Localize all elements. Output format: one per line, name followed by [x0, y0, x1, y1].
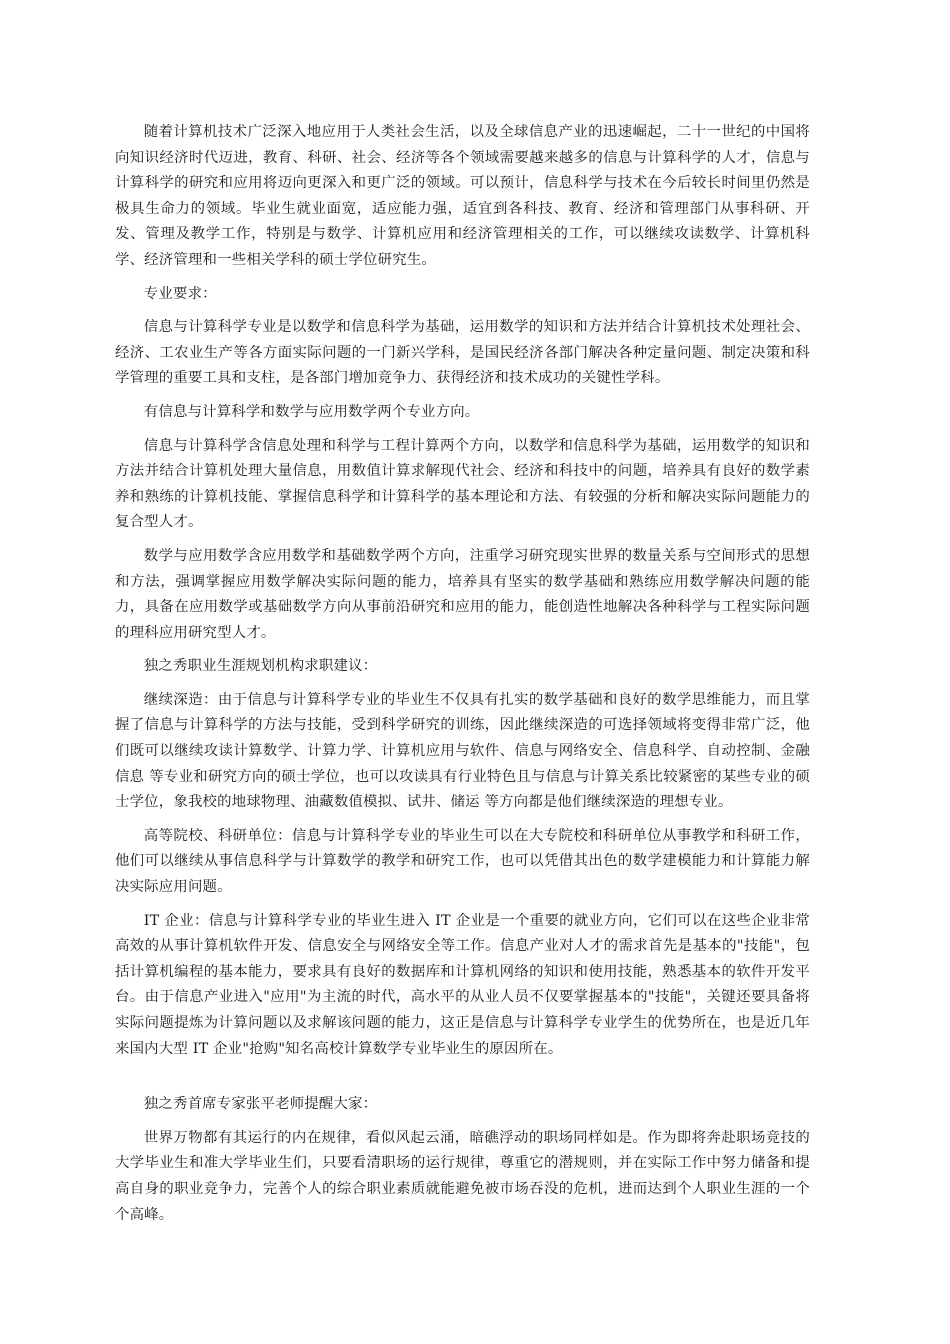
requirements-heading: 专业要求： — [143, 285, 217, 302]
applied-math-paragraph: 数学与应用数学含应用数学和基础数学两个方向，注重学习研究现实世界的数量关系与空间形式的思想和方法，强调掌握应用数学解决实际问题的能力，培养具有坚实的数学基础和熟练应用数学解决问题的能力，具备在应用数学或基础数学方向从事前沿研究和应用的能力，能创造性地解决各种科学与工程实际问题的理科应用研究型人才。 — [115, 547, 810, 641]
major-description-paragraph: 信息与计算科学专业是以数学和信息科学为基础，运用数学的知识和方法并结合计算机技术处理社会、经济、工农业生产等各方面实际问题的一门新兴学科，是国民经济各部门解决各种定量问题、制定决策和科学管理的重要工具和支柱，是各部门增加竞争力、获得经济和技术成功的关键性学科。 — [115, 319, 810, 387]
directions-paragraph: 有信息与计算科学和数学与应用数学两个专业方向。 — [143, 403, 480, 420]
expert-advice-paragraph: 世界万物都有其运行的内在规律，看似风起云涌，暗礁浮动的职场同样如是。作为即将奔赴职场竞技的大学毕业生和准大学毕业生们，只要看清职场的运行规律，尊重它的潜规则，并在实际工作中努力储备和提高自身的职业竞争力，完善个人的综合职业素质就能避免被市场吞没的危机，进而达到个人职业生涯的一个个高峰。 — [115, 1129, 810, 1223]
expert-heading: 独之秀首席专家张平老师提醒大家： — [143, 1096, 378, 1113]
document-body — [115, 120, 810, 1236]
intro-paragraph: 随着计算机技术广泛深入地应用于人类社会生活，以及全球信息产业的迅速崛起，二十一世纪的中国将向知识经济时代迈进，教育、科研、社会、经济等各个领域需要越来越多的信息与计算科学的人才，信息与计算科学的研究和应用将迈向更深入和更广泛的领域。可以预计，信息科学与技术在今后较长时间里仍然是极具生命力的领域。毕业生就业面宽，适应能力强，适宜到各科技、教育、经济和管理部门从事科研、开发、管理及教学工作，特别是与数学、计算机应用和经济管理相关的工作，可以继续攻读数学、计算机科学、经济管理和一些相关学科的硕士学位研究生。 — [115, 124, 810, 268]
section-spacer — [115, 1070, 810, 1092]
research-institutions-paragraph: 高等院校、科研单位：信息与计算科学专业的毕业生可以在大专院校和科研单位从事教学和科研工作，他们可以继续从事信息科学与计算数学的教学和研究工作，也可以凭借其出色的数学建模能力和计算能力解决实际应用问题。 — [115, 827, 810, 896]
info-computing-paragraph: 信息与计算科学含信息处理和科学与工程计算两个方向，以数学和信息科学为基础，运用数学的知识和方法并结合计算机处理大量信息，用数值计算求解现代社会、经济和科技中的问题，培养具有良好的数学素养和熟练的计算机技能、掌握信息科学和计算科学的基本理论和方法、有较强的分析和解决实际问题能力的复合型人才。 — [115, 437, 810, 531]
career-advice-heading: 独之秀职业生涯规划机构求职建议： — [143, 658, 378, 675]
it-enterprise-paragraph: IT 企业：信息与计算科学专业的毕业生进入 IT 企业是一个重要的就业方向，它们可以在这些企业非常高效的从事计算机软件开发、信息安全与网络安全等工作。信息产业对人才的需求首先是基本的"技能"，包括计算机编程的基本能力，要求具有良好的数据库和计算机网络的知识和使用技能，熟悉基本的软件开发平台。由于信息产业进入"应用"为主流的时代，高水平的从业人员不仅要掌握基本的"技能"，关键还要具备将实际问题提炼为计算问题以及求解该问题的能力，这正是信息与计算科学专业学生的优势所在，也是近几年来国内大型 IT 企业"抢购"知名高校计算数学专业毕业生的原因所在。 — [115, 912, 810, 1057]
further-study-paragraph: 继续深造：由于信息与计算科学专业的毕业生不仅具有扎实的数学基础和良好的数学思维能力，而且掌握了信息与计算科学的方法与技能，受到科学研究的训练，因此继续深造的可选择领域将变得非常广泛，他们既可以继续攻读计算数学、计算力学、计算机应用与软件、信息与网络安全、信息科学、自动控制、金融信息 等专业和研究方向的硕士学位，也可以攻读具有行业特色且与信息与计算关系比较紧密的某些专业的硕士学位，象我校的地球物理、油藏数值模拟、试井、储运 等方向都是他们继续深造的理想专业。 — [115, 691, 810, 811]
